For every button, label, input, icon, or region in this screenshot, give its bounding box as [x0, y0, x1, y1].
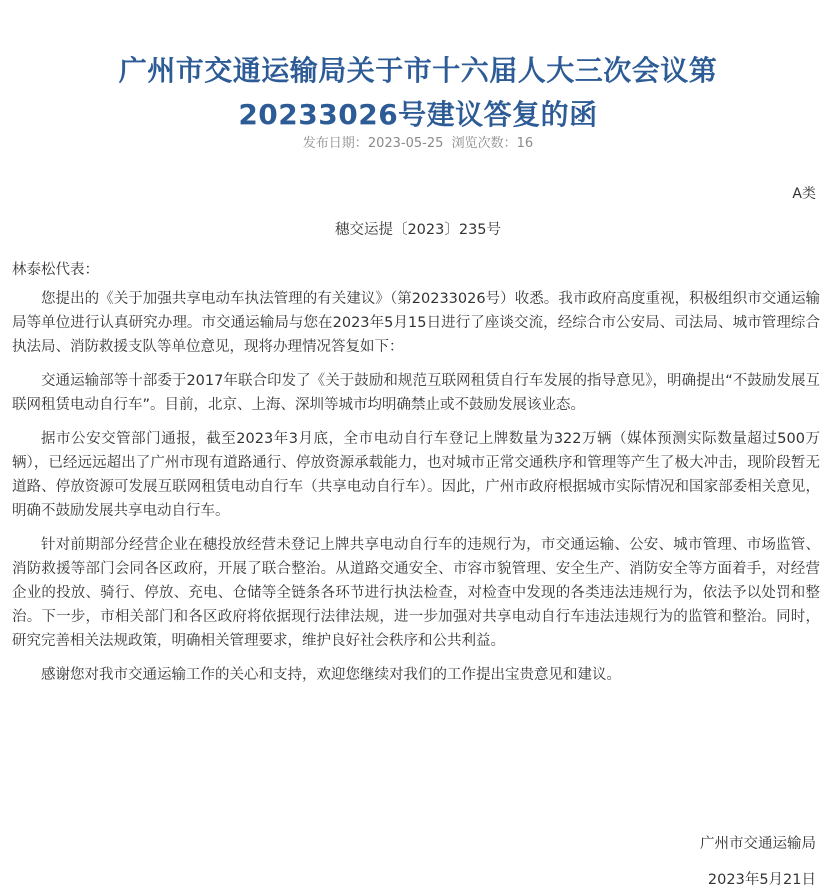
publish-date-label: 发布日期： — [302, 136, 368, 151]
title-line-1: 广州市交通运输局关于市十六届人大三次会议第 — [118, 53, 718, 87]
paragraph: 交通运输部等十部委于2017年联合印发了《关于鼓励和规范互联网租赁自行车发展的指导意见》，明确提出“不鼓励发展互联网租赁电动自行车”。目前，北京、上海、深圳等城市均明确禁止或不鼓励发展该业态。 — [12, 373, 820, 413]
salutation: 林泰松代表： — [12, 262, 99, 278]
signature-date: 2023年5月21日 — [707, 872, 816, 888]
paragraph: 您提出的《关于加强共享电动车执法管理的有关建议》（第20233026号）收悉。我市政府高度重视，积极组织市交通运输局等单位进行认真研究办理。市交通运输局与您在2023年5月15日进行了座谈交流，经综合市公安局、司法局、城市管理综合执法局、消防救援支队等单位意见，现将办理情况答复如下： — [12, 291, 820, 355]
paragraph: 针对前期部分经营企业在穗投放经营未登记上牌共享电动自行车的违规行为，市交通运输、公安、城市管理、市场监管、消防救援等部门会同各区政府，开展了联合整治。从道路交通安全、市容市貌管理、安全生产、消防安全等方面着手，对经营企业的投放、骑行、停放、充电、仓储等全链条各环节进行执法检查，对检查中发现的各类违法违规行为，依法予以处罚和整治。下一步，市相关部门和各区政府将依据现行法律法规，进一步加强对共享电动自行车违法违规行为的监管和整治。同时，研究完善相关法规政策，明确相关管理要求，维护良好社会秩序和公共利益。 — [12, 537, 820, 649]
title-line-2: 20233026号建议答复的函 — [238, 97, 598, 131]
paragraph: 据市公安交管部门通报，截至2023年3月底，全市电动自行车登记上牌数量为322万辆（媒体预测实际数量超过500万辆），已经远远超出了广州市现有道路通行、停放资源承载能力，也对城市正常交通秩序和管理等产生了极大冲击，现阶段暂无道路、停放资源可发展互联网租赁电动自行车（共享电动自行车）。因此，广州市政府根据城市实际情况和国家部委相关意见，明确不鼓励发展共享电动自行车。 — [12, 431, 820, 519]
publish-meta — [0, 134, 836, 154]
page-title — [0, 49, 836, 137]
view-count: 16 — [516, 136, 534, 151]
letter-body — [12, 258, 820, 697]
paragraph: 感谢您对我市交通运输工作的关心和支持，欢迎您继续对我们的工作提出宝贵意见和建议。 — [41, 667, 621, 683]
publish-date: 2023-05-25 — [367, 136, 444, 151]
signature-organization: 广州市交通运输局 — [700, 836, 816, 852]
view-count-label: 浏览次数： — [451, 136, 517, 151]
class-mark: A类 — [792, 186, 816, 202]
document-number: 穗交运提〔2023〕235号 — [334, 222, 502, 238]
meta-spacer — [443, 136, 451, 151]
